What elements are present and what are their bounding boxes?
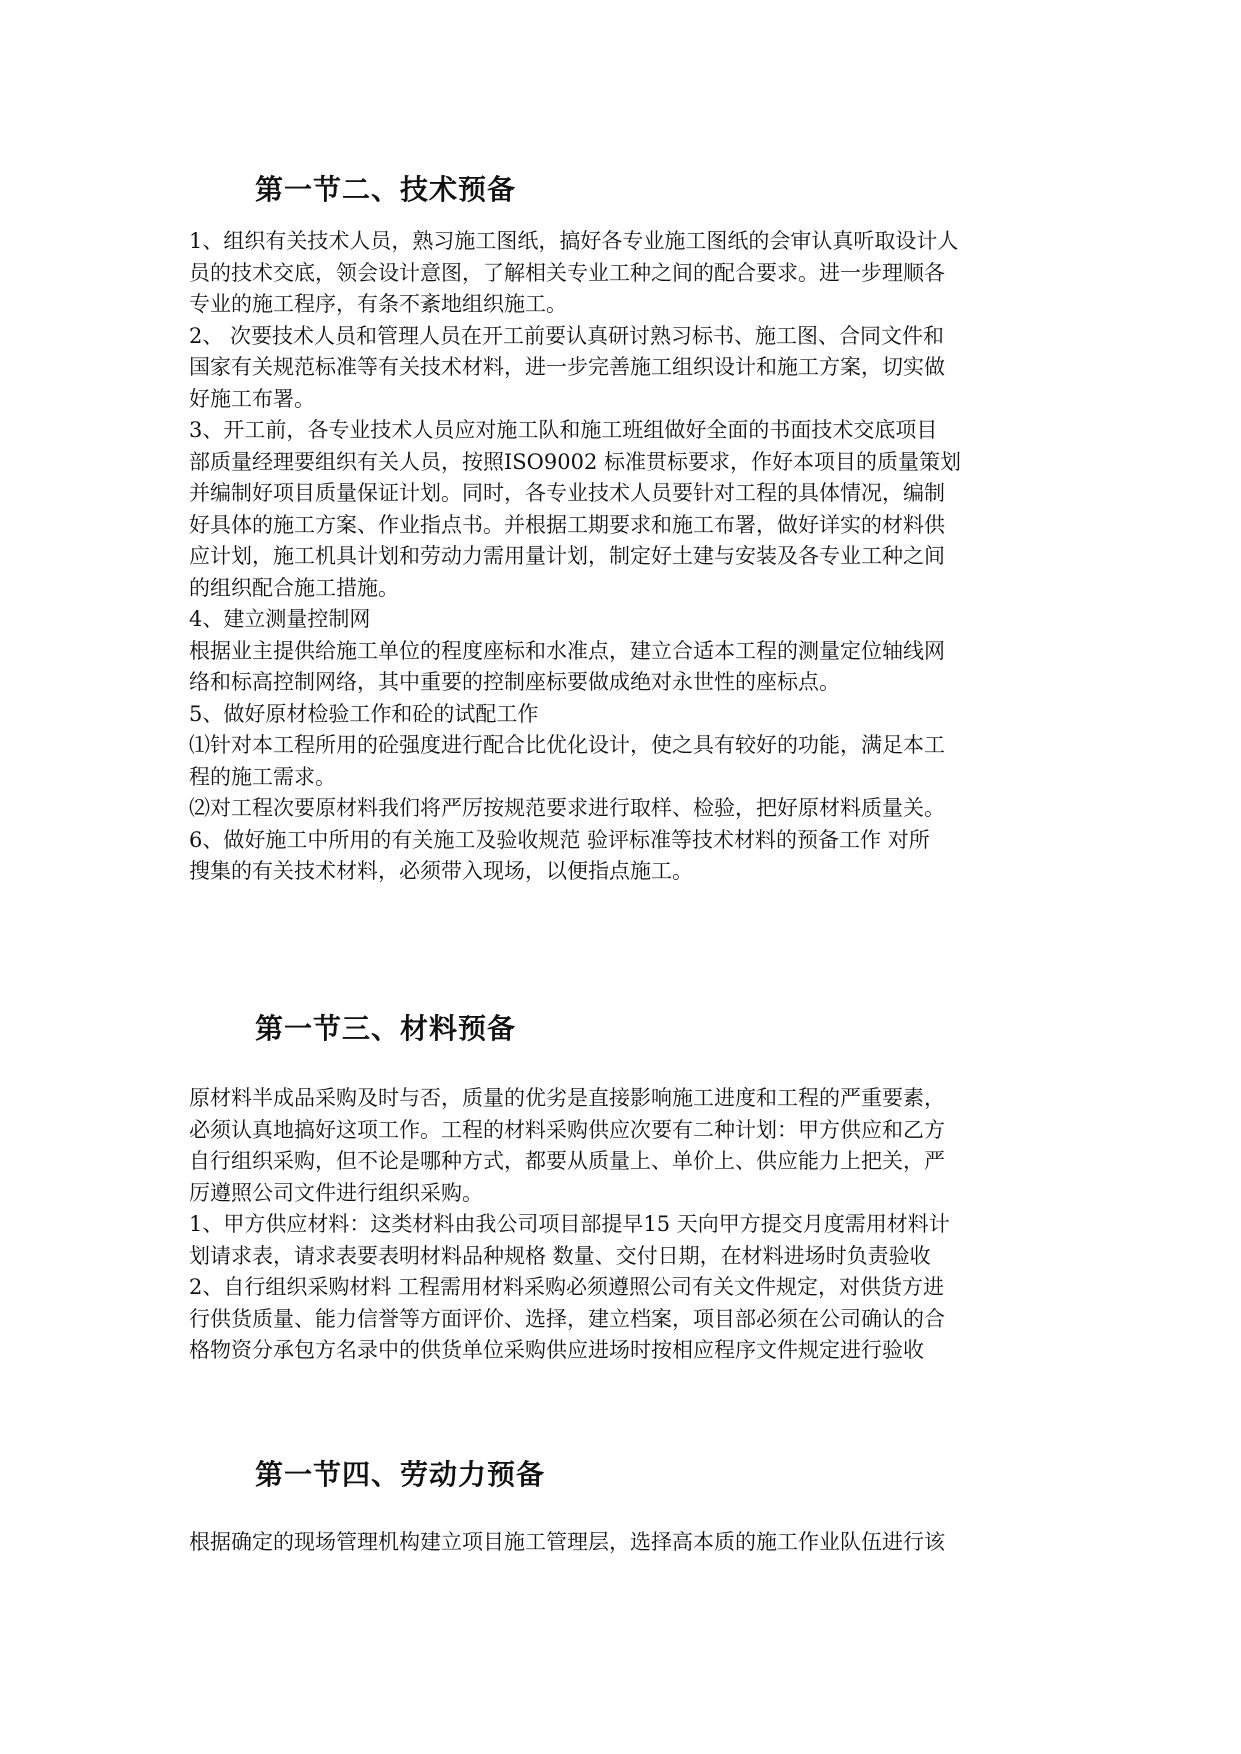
paragraph-line: 国家有关规范标准等有关技术材料，进一步完善施工组织设计和施工方案，切实做 [189, 355, 945, 379]
paragraph-line: 2、自行组织采购材料 工程需用材料采购必须遵照公司有关文件规定，对供货方进 [189, 1275, 945, 1299]
paragraph-line: 1、甲方供应材料：这类材料由我公司项目部提早15 天向甲方提交月度需用材料计 [189, 1212, 950, 1236]
paragraph-line: 2、 次要技术人员和管理人员在开工前要认真研讨熟习标书、施工图、合同文件和 [189, 323, 945, 348]
paragraph-line: 1、组织有关技术人员，熟习施工图纸，搞好各专业施工图纸的会审认真听取设计人 [189, 229, 959, 253]
paragraph-line: 好具体的施工方案、作业指点书。并根据工期要求和施工布署，做好详实的材料供 [189, 512, 945, 537]
paragraph-line: 络和标高控制网络，其中重要的控制座标要做成绝对永世性的座标点。 [189, 670, 840, 694]
paragraph-line: 自行组织采购，但不论是哪种方式，都要从质量上、单价上、供应能力上把关，严 [189, 1149, 945, 1173]
paragraph-line: 的组织配合施工措施。 [189, 575, 399, 600]
paragraph-line: 程的施工需求。 [189, 764, 336, 789]
paragraph-line: 4、建立测量控制网 [189, 607, 371, 631]
paragraph-line: ⑴针对本工程所用的砼强度进行配合比优化设计，使之具有较好的功能，满足本工 [189, 733, 945, 757]
paragraph-line: 必须认真地搞好这项工作。工程的材料采购供应次要有二种计划：甲方供应和乙方 [189, 1117, 945, 1142]
section-body [189, 226, 1079, 888]
paragraph-line: 根据确定的现场管理机构建立项目施工管理层，选择高本质的施工作业队伍进行该 [189, 1530, 945, 1554]
paragraph-line: 厉遵照公司文件进行组织采购。 [189, 1180, 483, 1205]
paragraph-line: 3、开工前，各专业技术人员应对施工队和施工班组做好全面的书面技术交底项目 [189, 418, 938, 442]
paragraph-line: 根据业主提供给施工单位的程度座标和水准点，建立合适本工程的测量定位轴线网 [189, 638, 945, 663]
paragraph-line: 部质量经理要组织有关人员，按照ISO9002 标准贯标要求，作好本项目的质量策划 [189, 449, 962, 474]
paragraph-line: 应计划，施工机具计划和劳动力需用量计划，制定好土建与安装及各专业工种之间 [189, 544, 945, 568]
section-body [189, 1527, 1079, 1559]
section-heading: 第一节三、材料预备 [255, 1012, 517, 1045]
section-heading: 第一节二、技术预备 [255, 173, 517, 206]
paragraph-line: 搜集的有关技术材料，必须带入现场，以便指点施工。 [189, 859, 693, 883]
section-body [189, 1083, 1079, 1367]
paragraph-line: 员的技术交底，领会设计意图，了解相关专业工种之间的配合要求。进一步理顺各 [189, 260, 945, 285]
paragraph-line: 并编制好项目质量保证计划。同时，各专业技术人员要针对工程的具体情况，编制 [189, 481, 945, 505]
paragraph-line: 原材料半成品采购及时与否，质量的优劣是直接影响施工进度和工程的严重要素， [189, 1086, 945, 1110]
paragraph-line: 6、做好施工中所用的有关施工及验收规范 验评标准等技术材料的预备工作 对所 [189, 827, 930, 852]
paragraph-line: 5、做好原材检验工作和砼的试配工作 [189, 701, 539, 726]
paragraph-line: ⑵对工程次要原材料我们将严厉按规范要求进行取样、检验，把好原材料质量关。 [189, 796, 945, 820]
paragraph-line: 好施工布署。 [189, 386, 315, 411]
paragraph-line: 格物资分承包方名录中的供货单位采购供应进场时按相应程序文件规定进行验收 [189, 1338, 924, 1362]
section-heading: 第一节四、劳动力预备 [255, 1458, 546, 1491]
paragraph-line: 专业的施工程序，有条不紊地组织施工。 [189, 292, 567, 316]
paragraph-line: 行供货质量、能力信誉等方面评价、选择，建立档案，项目部必须在公司确认的合 [189, 1306, 945, 1331]
paragraph-line: 划请求表，请求表要表明材料品种规格 数量、交付日期，在材料进场时负责验收 [189, 1243, 931, 1268]
